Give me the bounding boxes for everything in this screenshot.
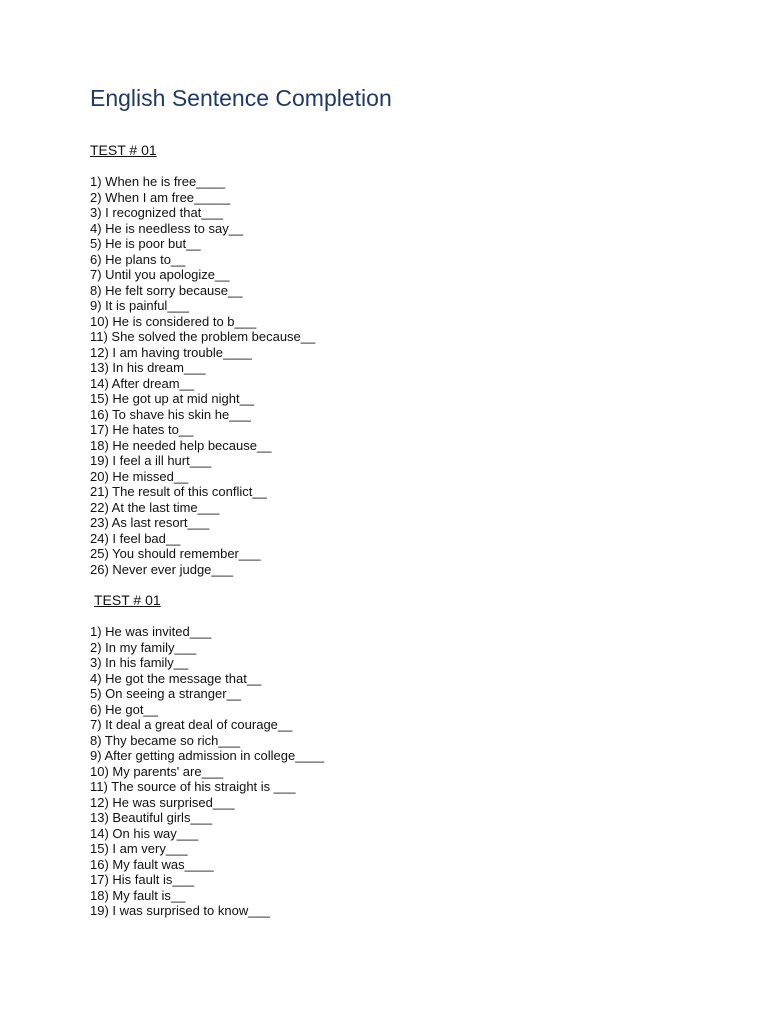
question-item: 18) He needed help because__ [90, 437, 272, 453]
question-item: 21) The result of this conflict__ [90, 484, 267, 499]
test-2-heading: TEST # 01 [94, 592, 161, 608]
question-item: 6) He plans to__ [90, 251, 186, 267]
question-item: 8) He felt sorry because__ [90, 282, 243, 298]
question-item: 22) At the last time___ [90, 499, 220, 515]
question-item: 12) I am having trouble____ [90, 344, 252, 360]
question-item: 24) I feel bad__ [90, 530, 181, 546]
question-item: 1) When he is free____ [90, 174, 226, 189]
question-item: 11) She solved the problem because__ [90, 329, 316, 344]
question-item: 11) The source of his straight is ___ [90, 779, 296, 794]
question-item: 15) He got up at mid night__ [90, 391, 255, 406]
question-item: 13) Beautiful girls___ [90, 810, 213, 825]
question-item: 26) Never ever judge___ [90, 561, 234, 577]
question-item: 17) He hates to__ [90, 422, 194, 437]
question-item: 23) As last resort___ [90, 515, 210, 530]
question-item: 10) He is considered to b___ [90, 313, 257, 329]
question-item: 25) You should remember___ [90, 546, 261, 561]
question-item: 8) Thy became so rich___ [90, 732, 241, 748]
question-item: 19) I was surprised to know___ [90, 903, 270, 918]
question-item: 4) He got the message that__ [90, 670, 262, 686]
question-item: 19) I feel a ill hurt___ [90, 453, 212, 468]
question-item: 5) He is poor but__ [90, 236, 201, 251]
question-item: 20) He missed__ [90, 468, 189, 484]
question-item: 6) He got__ [90, 701, 158, 717]
question-item: 9) It is painful___ [90, 298, 190, 313]
question-item: 10) My parents' are___ [90, 763, 224, 779]
question-item: 3) In his family__ [90, 655, 189, 670]
question-item: 1) He was invited___ [90, 624, 212, 639]
question-item: 16) To shave his skin he___ [90, 406, 251, 422]
question-item: 4) He is needless to say__ [90, 220, 244, 236]
question-item: 7) It deal a great deal of courage__ [90, 717, 293, 732]
question-item: 2) In my family___ [90, 639, 197, 655]
question-item: 13) In his dream___ [90, 360, 206, 375]
question-item: 12) He was surprised___ [90, 794, 235, 810]
test-2-question-list [90, 624, 324, 919]
question-item: 3) I recognized that___ [90, 205, 223, 220]
document-title: English Sentence Completion [90, 85, 392, 111]
test-1-heading: TEST # 01 [90, 142, 157, 158]
question-item: 14) After dream__ [90, 375, 195, 391]
test-1-question-list [90, 174, 315, 577]
question-item: 17) His fault is___ [90, 872, 195, 887]
question-item: 14) On his way___ [90, 825, 199, 841]
question-item: 18) My fault is__ [90, 887, 186, 903]
question-item: 15) I am very___ [90, 841, 188, 856]
question-item: 7) Until you apologize__ [90, 267, 230, 282]
question-item: 2) When I am free_____ [90, 189, 231, 205]
question-item: 5) On seeing a stranger__ [90, 686, 242, 701]
question-item: 9) After getting admission in college____ [90, 748, 325, 763]
question-item: 16) My fault was____ [90, 856, 214, 872]
